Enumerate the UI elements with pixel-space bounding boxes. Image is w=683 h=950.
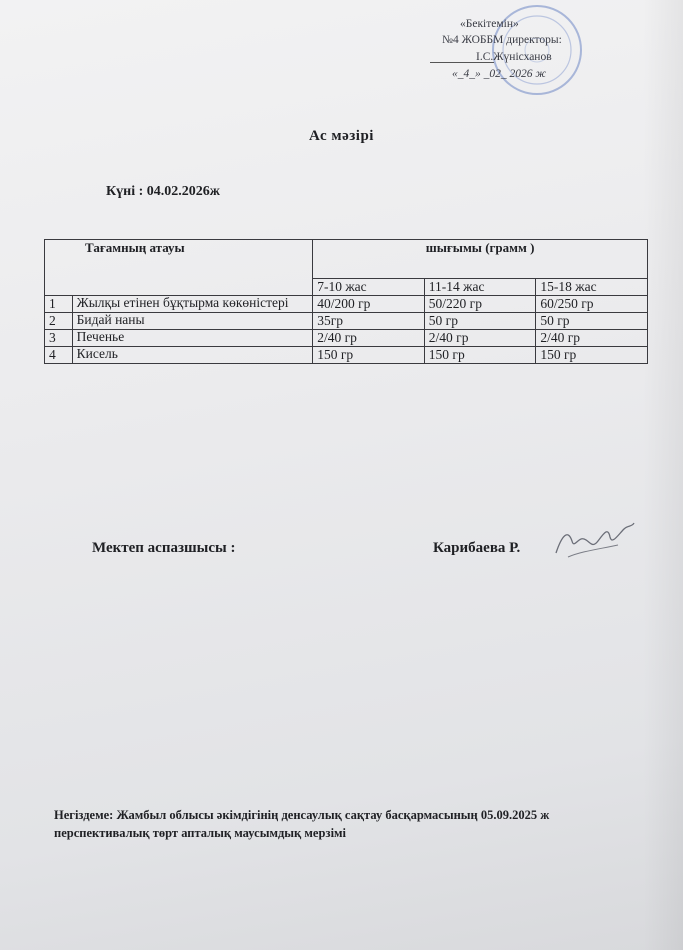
portion-7-10: 40/200 гр — [313, 296, 425, 313]
dish-name: Бидай наны — [72, 313, 313, 330]
footer-note — [54, 806, 654, 842]
header-output: шығымы (грамм ) — [313, 240, 648, 279]
handwritten-signature — [548, 515, 638, 565]
age-group-3: 15-18 жас — [536, 279, 648, 296]
footer-line-2: перспективалық төрт апталық маусымдық мерзімі — [54, 826, 347, 840]
approval-block — [430, 10, 630, 90]
menu-table — [44, 239, 648, 364]
footer-line-1: Негіздеме: Жамбыл облысы әкімдігінің денсаулық сақтау басқармасының 05.09.2025 ж — [54, 808, 550, 822]
portion-15-18: 50 гр — [536, 313, 648, 330]
age-group-2: 11-14 жас — [424, 279, 536, 296]
approval-line-2: №4 ЖОББМ директоры: — [442, 34, 562, 46]
row-number: 3 — [45, 330, 73, 347]
table-row — [45, 330, 648, 347]
row-number: 2 — [45, 313, 73, 330]
table-row — [45, 296, 648, 313]
dish-name: Кисель — [72, 347, 313, 364]
dish-name: Печенье — [72, 330, 313, 347]
page-title: Ас мәзірі — [309, 128, 374, 144]
portion-7-10: 150 гр — [313, 347, 425, 364]
table-row — [45, 313, 648, 330]
approval-line-1: «Бекітемін» — [460, 18, 519, 30]
portion-11-14: 2/40 гр — [424, 330, 536, 347]
approval-line-4: «_4_» _02_ 2026 ж — [452, 68, 547, 80]
portion-15-18: 60/250 гр — [536, 296, 648, 313]
portion-7-10: 2/40 гр — [313, 330, 425, 347]
row-number: 4 — [45, 347, 73, 364]
portion-11-14: 50/220 гр — [424, 296, 536, 313]
header-dish-name: Тағамның атауы — [45, 240, 313, 296]
portion-15-18: 2/40 гр — [536, 330, 648, 347]
portion-11-14: 150 гр — [424, 347, 536, 364]
cook-name: Карибаева Р. — [433, 540, 521, 556]
dish-name: Жылқы етінен бұқтырма көкөністері — [72, 296, 313, 313]
table-row — [45, 347, 648, 364]
cook-label: Мектеп аспазшысы : — [92, 540, 236, 556]
row-number: 1 — [45, 296, 73, 313]
approval-line-3: І.С.Жүнісханов — [476, 51, 552, 63]
portion-7-10: 35гр — [313, 313, 425, 330]
portion-11-14: 50 гр — [424, 313, 536, 330]
portion-15-18: 150 гр — [536, 347, 648, 364]
menu-date: Күні : 04.02.2026ж — [106, 184, 220, 199]
age-group-1: 7-10 жас — [313, 279, 425, 296]
